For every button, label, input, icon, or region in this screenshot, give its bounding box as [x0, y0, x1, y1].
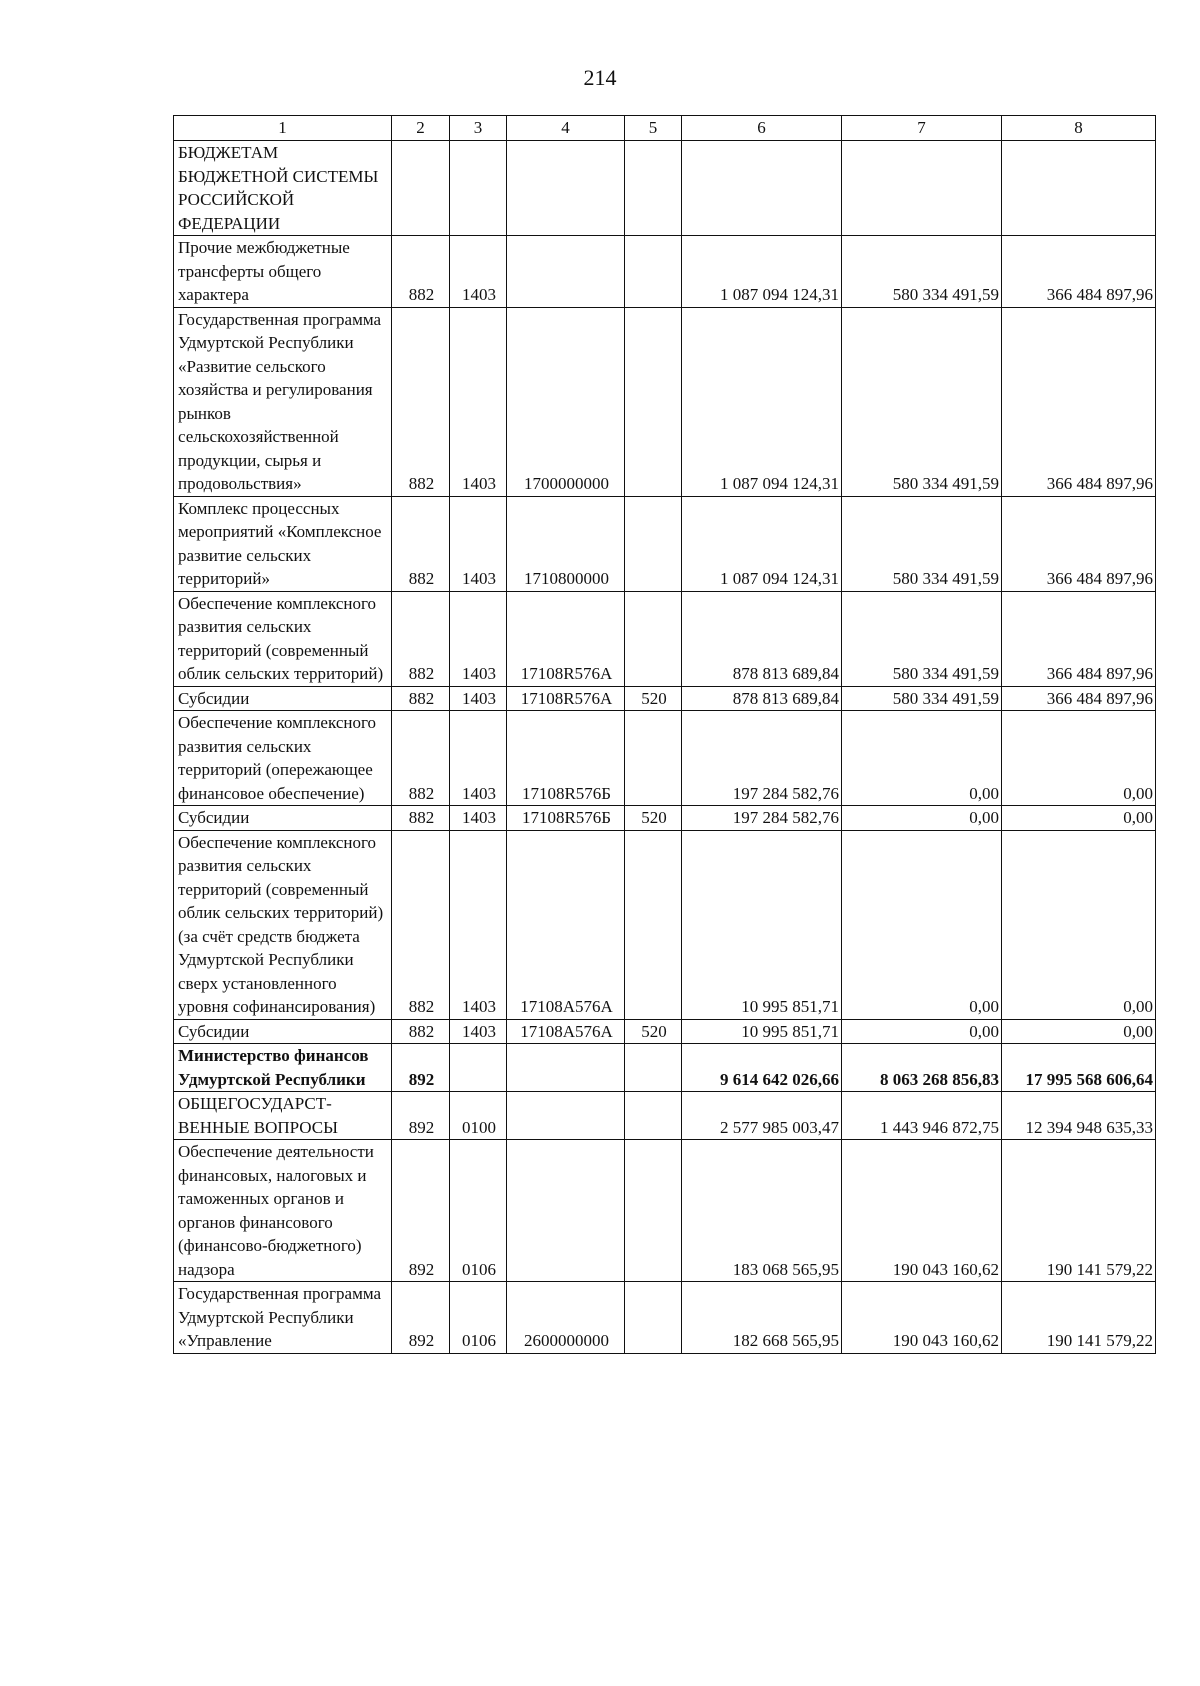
cell-ministry-code: 882	[392, 496, 450, 591]
cell-amount-7: 0,00	[842, 806, 1002, 831]
page-number: 214	[583, 65, 617, 90]
cell-name: Субсидии	[174, 686, 392, 711]
cell-amount-6: 10 995 851,71	[682, 1019, 842, 1044]
cell-amount-6: 182 668 565,95	[682, 1282, 842, 1354]
cell-amount-8: 366 484 897,96	[1002, 591, 1156, 686]
cell-amount-7: 190 043 160,62	[842, 1140, 1002, 1282]
cell-ministry-code: 882	[392, 236, 450, 308]
cell-section-code: 1403	[450, 711, 507, 806]
cell-amount-7: 8 063 268 856,83	[842, 1044, 1002, 1092]
table-row	[174, 1019, 1156, 1044]
cell-target-code: 17108R576Б	[507, 711, 625, 806]
cell-amount-6: 197 284 582,76	[682, 711, 842, 806]
cell-amount-6: 1 087 094 124,31	[682, 236, 842, 308]
cell-target-code	[507, 141, 625, 236]
cell-section-code: 0106	[450, 1140, 507, 1282]
cell-expense-type	[625, 1092, 682, 1140]
cell-amount-8	[1002, 141, 1156, 236]
cell-expense-type	[625, 1044, 682, 1092]
cell-amount-6: 183 068 565,95	[682, 1140, 842, 1282]
cell-ministry-code: 892	[392, 1140, 450, 1282]
table-header-row	[174, 116, 1156, 141]
cell-name: ОБЩЕГОСУДАРСТ-ВЕННЫЕ ВОПРОСЫ	[174, 1092, 392, 1140]
cell-section-code: 1403	[450, 496, 507, 591]
cell-expense-type	[625, 307, 682, 496]
cell-ministry-code: 892	[392, 1044, 450, 1092]
table-row	[174, 236, 1156, 308]
cell-name: Обеспечение комплексного развития сельских территорий (современный облик сельских территорий) (за счёт средств бюджета Удмуртской Республики сверх установленного уровня софинансирования)	[174, 830, 392, 1019]
cell-target-code	[507, 1044, 625, 1092]
cell-section-code: 0106	[450, 1282, 507, 1354]
cell-target-code	[507, 1092, 625, 1140]
cell-amount-6: 878 813 689,84	[682, 686, 842, 711]
cell-amount-7: 580 334 491,59	[842, 307, 1002, 496]
cell-expense-type	[625, 141, 682, 236]
cell-ministry-code: 892	[392, 1092, 450, 1140]
cell-amount-8: 12 394 948 635,33	[1002, 1092, 1156, 1140]
cell-expense-type	[625, 1140, 682, 1282]
cell-amount-6: 10 995 851,71	[682, 830, 842, 1019]
cell-name: Министерство финансов Удмуртской Республики	[174, 1044, 392, 1092]
cell-amount-8: 190 141 579,22	[1002, 1282, 1156, 1354]
table-row	[174, 1044, 1156, 1092]
cell-expense-type	[625, 591, 682, 686]
cell-expense-type	[625, 1282, 682, 1354]
cell-expense-type	[625, 496, 682, 591]
column-header-7: 7	[842, 116, 1002, 141]
cell-name: Субсидии	[174, 806, 392, 831]
cell-amount-7: 580 334 491,59	[842, 496, 1002, 591]
cell-amount-6: 1 087 094 124,31	[682, 307, 842, 496]
cell-expense-type	[625, 236, 682, 308]
cell-ministry-code: 882	[392, 686, 450, 711]
cell-name: Государственная программа Удмуртской Республики «Управление	[174, 1282, 392, 1354]
cell-amount-6: 9 614 642 026,66	[682, 1044, 842, 1092]
cell-amount-8: 190 141 579,22	[1002, 1140, 1156, 1282]
cell-target-code: 17108А576А	[507, 830, 625, 1019]
cell-name: Комплекс процессных мероприятий «Комплексное развитие сельских территорий»	[174, 496, 392, 591]
cell-expense-type: 520	[625, 686, 682, 711]
cell-section-code: 1403	[450, 591, 507, 686]
cell-section-code: 1403	[450, 307, 507, 496]
cell-amount-7: 0,00	[842, 1019, 1002, 1044]
column-header-1: 1	[174, 116, 392, 141]
column-header-3: 3	[450, 116, 507, 141]
budget-table	[173, 115, 1156, 1354]
cell-section-code: 1403	[450, 830, 507, 1019]
column-header-5: 5	[625, 116, 682, 141]
table-row	[174, 711, 1156, 806]
cell-ministry-code: 882	[392, 806, 450, 831]
cell-amount-7: 0,00	[842, 711, 1002, 806]
cell-ministry-code: 882	[392, 711, 450, 806]
table-row	[174, 307, 1156, 496]
cell-section-code	[450, 1044, 507, 1092]
cell-amount-7: 1 443 946 872,75	[842, 1092, 1002, 1140]
cell-amount-7: 580 334 491,59	[842, 686, 1002, 711]
cell-name: Государственная программа Удмуртской Республики «Развитие сельского хозяйства и регулирования рынков сельскохозяйственной продукции, сырья и продовольствия»	[174, 307, 392, 496]
cell-name: БЮДЖЕТАМ БЮДЖЕТНОЙ СИСТЕМЫ РОССИЙСКОЙ ФЕДЕРАЦИИ	[174, 141, 392, 236]
cell-amount-7: 580 334 491,59	[842, 236, 1002, 308]
cell-target-code: 17108R576Б	[507, 806, 625, 831]
cell-name: Обеспечение комплексного развития сельских территорий (опережающее финансовое обеспечение)	[174, 711, 392, 806]
cell-amount-8: 0,00	[1002, 830, 1156, 1019]
column-header-4: 4	[507, 116, 625, 141]
table-row	[174, 1282, 1156, 1354]
cell-ministry-code: 882	[392, 1019, 450, 1044]
cell-target-code: 1700000000	[507, 307, 625, 496]
cell-target-code: 17108R576A	[507, 686, 625, 711]
column-header-2: 2	[392, 116, 450, 141]
cell-amount-8: 0,00	[1002, 806, 1156, 831]
cell-expense-type: 520	[625, 806, 682, 831]
table-row	[174, 830, 1156, 1019]
cell-target-code: 17108R576A	[507, 591, 625, 686]
cell-amount-6: 2 577 985 003,47	[682, 1092, 842, 1140]
cell-amount-8: 366 484 897,96	[1002, 686, 1156, 711]
cell-amount-8: 0,00	[1002, 711, 1156, 806]
cell-expense-type: 520	[625, 1019, 682, 1044]
cell-section-code: 1403	[450, 236, 507, 308]
table-row	[174, 1092, 1156, 1140]
cell-amount-8: 366 484 897,96	[1002, 307, 1156, 496]
cell-amount-6: 878 813 689,84	[682, 591, 842, 686]
cell-amount-8: 0,00	[1002, 1019, 1156, 1044]
cell-section-code	[450, 141, 507, 236]
column-header-6: 6	[682, 116, 842, 141]
cell-target-code: 1710800000	[507, 496, 625, 591]
cell-amount-6: 197 284 582,76	[682, 806, 842, 831]
cell-amount-7: 0,00	[842, 830, 1002, 1019]
cell-amount-8: 17 995 568 606,64	[1002, 1044, 1156, 1092]
table-row	[174, 591, 1156, 686]
cell-expense-type	[625, 711, 682, 806]
cell-target-code: 2600000000	[507, 1282, 625, 1354]
cell-target-code	[507, 236, 625, 308]
cell-ministry-code: 882	[392, 830, 450, 1019]
table-row	[174, 686, 1156, 711]
column-header-8: 8	[1002, 116, 1156, 141]
cell-name: Обеспечение комплексного развития сельских территорий (современный облик сельских территорий)	[174, 591, 392, 686]
cell-section-code: 1403	[450, 686, 507, 711]
cell-ministry-code: 882	[392, 307, 450, 496]
cell-section-code: 1403	[450, 1019, 507, 1044]
cell-amount-6	[682, 141, 842, 236]
cell-amount-8: 366 484 897,96	[1002, 496, 1156, 591]
cell-ministry-code	[392, 141, 450, 236]
table-row	[174, 806, 1156, 831]
cell-amount-7: 190 043 160,62	[842, 1282, 1002, 1354]
cell-amount-7: 580 334 491,59	[842, 591, 1002, 686]
cell-ministry-code: 882	[392, 591, 450, 686]
table-row	[174, 496, 1156, 591]
cell-section-code: 0100	[450, 1092, 507, 1140]
cell-amount-6: 1 087 094 124,31	[682, 496, 842, 591]
cell-amount-8: 366 484 897,96	[1002, 236, 1156, 308]
cell-amount-7	[842, 141, 1002, 236]
cell-name: Прочие межбюджетные трансферты общего характера	[174, 236, 392, 308]
table-row	[174, 141, 1156, 236]
table-body	[174, 116, 1156, 1354]
cell-name: Субсидии	[174, 1019, 392, 1044]
cell-name: Обеспечение деятельности финансовых, налоговых и таможенных органов и органов финансового (финансово-бюджетного) надзора	[174, 1140, 392, 1282]
cell-ministry-code: 892	[392, 1282, 450, 1354]
cell-section-code: 1403	[450, 806, 507, 831]
table-row	[174, 1140, 1156, 1282]
cell-expense-type	[625, 830, 682, 1019]
cell-target-code: 17108А576А	[507, 1019, 625, 1044]
cell-target-code	[507, 1140, 625, 1282]
